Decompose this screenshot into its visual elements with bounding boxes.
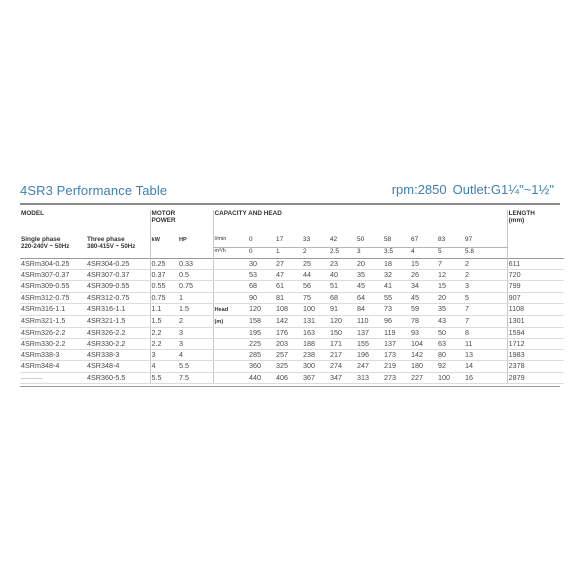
flow-lmin-cell: 33 [302,236,329,248]
head-value: 32 [383,270,410,281]
power-kw: 4 [150,361,178,372]
motor-power-header: MOTOR POWER [150,210,213,236]
header-row-lmin [20,236,564,248]
head-value: 68 [248,281,275,292]
head-value: 50 [437,327,464,338]
head-label-spacer [213,270,248,281]
power-hp: 3 [178,338,213,349]
single-phase-model: ——— [20,372,86,383]
single-phase-model: 4SRm348-4 [20,361,86,372]
flow-lmin-cell: 67 [410,236,437,248]
capacity-head-header: CAPACITY AND HEAD [213,210,507,236]
head-value: 34 [410,281,437,292]
head-value: 203 [275,338,302,349]
head-value: 3 [464,281,507,292]
head-value: 56 [302,281,329,292]
length-value: 1712 [507,338,564,349]
power-hp: 1.5 [178,303,213,315]
flow-m3h-cell: 2.5 [330,248,339,255]
head-value: 61 [275,281,302,292]
flow-m3h-cell: 1 [276,248,280,255]
single-phase-model: 4SRm304-0.25 [20,259,86,270]
head-value: 257 [275,350,302,361]
head-value: 12 [437,270,464,281]
table-row [20,292,564,303]
table-row [20,350,564,361]
head-value: 14 [464,361,507,372]
power-kw: 3 [150,350,178,361]
head-value: 119 [383,327,410,338]
performance-table [20,210,564,384]
table-row [20,315,564,327]
head-label: Head [213,303,248,315]
head-value: 55 [383,292,410,303]
single-phase-model: 4SRm338-3 [20,350,86,361]
outlet-label: Outlet:G1¼"~1½" [452,182,554,197]
head-value: 195 [248,327,275,338]
flow-lmin-cell: 17 [275,236,302,248]
head-value: 367 [302,372,329,383]
m3h-label: m³/h [213,248,248,259]
table-row [20,303,564,315]
head-value: 81 [275,292,302,303]
head-value: 41 [383,281,410,292]
head-value: 11 [464,338,507,349]
flow-m3h-cell: 5 [438,248,442,255]
three-phase-model: 4SR309-0.55 [86,281,150,292]
head-value: 35 [437,303,464,315]
head-value: 7 [464,303,507,315]
head-value: 176 [275,327,302,338]
flow-m3h-cell: 3 [357,248,361,255]
length-header-spacer [507,236,564,259]
lmin-label: l/min [213,236,248,248]
length-value: 1983 [507,350,564,361]
head-value: 44 [302,270,329,281]
head-value: 96 [383,315,410,327]
single-phase-model: 4SRm316-1.1 [20,303,86,315]
head-value: 64 [356,292,383,303]
head-value: 274 [329,361,356,372]
length-value: 799 [507,281,564,292]
head-value: 225 [248,338,275,349]
head-label-spacer [213,372,248,383]
head-value: 188 [302,338,329,349]
head-value: 120 [329,315,356,327]
head-value: 238 [302,350,329,361]
head-value: 227 [410,372,437,383]
head-value: 80 [437,350,464,361]
head-value: 440 [248,372,275,383]
power-kw: 2.2 [150,327,178,338]
head-value: 91 [329,303,356,315]
table-row [20,361,564,372]
head-value: 7 [464,315,507,327]
head-value: 155 [356,338,383,349]
power-hp: 2 [178,315,213,327]
head-value: 43 [437,315,464,327]
length-value: 2879 [507,372,564,383]
head-value: 142 [410,350,437,361]
table-row [20,270,564,281]
three-phase-model: 4SR338-3 [86,350,150,361]
three-phase-model: 4SR348-4 [86,361,150,372]
flow-lmin-cell: 0 [248,236,275,248]
head-value: 92 [437,361,464,372]
power-hp: 0.5 [178,270,213,281]
power-kw: 0.75 [150,292,178,303]
single-phase-header: Single phase 220-240V ~ 50Hz [21,236,70,250]
table-row [20,327,564,338]
three-phase-model: 4SR321-1.5 [86,315,150,327]
head-value: 171 [329,338,356,349]
head-value: 217 [329,350,356,361]
three-phase-model: 4SR330-2.2 [86,338,150,349]
head-value: 26 [410,270,437,281]
head-value: 68 [329,292,356,303]
head-value: 347 [329,372,356,383]
head-value: 40 [329,270,356,281]
power-hp: 0.33 [178,259,213,270]
head-value: 7 [437,259,464,270]
head-value: 273 [383,372,410,383]
single-phase-model: 4SRm312-0.75 [20,292,86,303]
three-phase-header: Three phase 380-415V ~ 50Hz [87,236,136,250]
table-title: 4SR3 Performance Table [20,183,168,198]
head-value: 73 [383,303,410,315]
head-value: 163 [302,327,329,338]
flow-lmin-cell: 58 [383,236,410,248]
head-value: 16 [464,372,507,383]
head-label-spacer [213,338,248,349]
head-label-spacer [213,361,248,372]
length-header: LENGTH (mm) [507,210,564,236]
length-value: 611 [507,259,564,270]
length-value: 907 [507,292,564,303]
head-value: 110 [356,315,383,327]
single-phase-model: 4SRm330-2.2 [20,338,86,349]
head-value: 20 [356,259,383,270]
three-phase-model: 4SR360-5.5 [86,372,150,383]
hp-header: HP [179,237,187,243]
power-hp: 0.75 [178,281,213,292]
head-unit-label: (m) [213,315,248,327]
table-row [20,372,564,383]
head-value: 104 [410,338,437,349]
head-value: 75 [302,292,329,303]
head-value: 285 [248,350,275,361]
flow-m3h-cell: 5.8 [465,248,474,255]
head-value: 23 [329,259,356,270]
length-value: 1108 [507,303,564,315]
power-hp: 5.5 [178,361,213,372]
head-value: 108 [275,303,302,315]
head-value: 15 [410,259,437,270]
head-value: 45 [410,292,437,303]
single-phase-model: 4SRm307-0.37 [20,270,86,281]
header-row-top [20,210,564,236]
power-hp: 7.5 [178,372,213,383]
rpm-outlet-spec [392,182,554,197]
head-value: 47 [275,270,302,281]
bottom-divider [20,386,560,387]
head-value: 2 [464,259,507,270]
head-value: 100 [302,303,329,315]
flow-lmin-cell: 42 [329,236,356,248]
head-label-spacer [213,259,248,270]
head-value: 25 [302,259,329,270]
power-kw: 0.37 [150,270,178,281]
length-value: 720 [507,270,564,281]
power-hp: 3 [178,327,213,338]
head-value: 158 [248,315,275,327]
three-phase-model: 4SR304-0.25 [86,259,150,270]
three-phase-model: 4SR307-0.37 [86,270,150,281]
head-value: 59 [410,303,437,315]
head-label-spacer [213,350,248,361]
head-value: 45 [356,281,383,292]
head-label-spacer [213,281,248,292]
head-value: 5 [464,292,507,303]
table-row [20,338,564,349]
head-value: 360 [248,361,275,372]
head-value: 247 [356,361,383,372]
head-value: 2 [464,270,507,281]
three-phase-model: 4SR316-1.1 [86,303,150,315]
head-label-spacer [213,292,248,303]
head-value: 300 [302,361,329,372]
top-divider [20,203,560,205]
flow-m3h-cell: 3.5 [384,248,393,255]
head-value: 173 [383,350,410,361]
model-header: MODEL [21,210,45,217]
head-value: 406 [275,372,302,383]
table-row [20,281,564,292]
head-value: 313 [356,372,383,383]
head-value: 90 [248,292,275,303]
rpm-label: rpm:2850 [391,182,447,197]
flow-m3h-cell: 0 [249,248,253,255]
power-kw: 0.25 [150,259,178,270]
head-value: 18 [383,259,410,270]
length-value: 1594 [507,327,564,338]
head-value: 180 [410,361,437,372]
head-value: 137 [383,338,410,349]
head-value: 131 [302,315,329,327]
head-value: 150 [329,327,356,338]
head-value: 78 [410,315,437,327]
length-value: 2378 [507,361,564,372]
head-value: 325 [275,361,302,372]
head-value: 196 [356,350,383,361]
flow-lmin-cell: 50 [356,236,383,248]
flow-lmin-cell: 97 [464,236,507,248]
head-value: 142 [275,315,302,327]
head-value: 93 [410,327,437,338]
three-phase-model: 4SR312-0.75 [86,292,150,303]
head-value: 15 [437,281,464,292]
head-value: 100 [437,372,464,383]
single-phase-model: 4SRm321-1.5 [20,315,86,327]
head-value: 137 [356,327,383,338]
power-kw: 5.5 [150,372,178,383]
flow-m3h-cell: 4 [411,248,415,255]
single-phase-model: 4SRm309-0.55 [20,281,86,292]
power-kw: 1.1 [150,303,178,315]
head-value: 35 [356,270,383,281]
kw-header: kW [150,236,178,259]
flow-lmin-cell: 83 [437,236,464,248]
head-value: 63 [437,338,464,349]
head-value: 30 [248,259,275,270]
flow-m3h-cell: 2 [303,248,307,255]
head-value: 219 [383,361,410,372]
head-value: 20 [437,292,464,303]
head-value: 120 [248,303,275,315]
length-value: 1301 [507,315,564,327]
head-label-spacer [213,327,248,338]
head-value: 8 [464,327,507,338]
head-value: 27 [275,259,302,270]
head-value: 51 [329,281,356,292]
head-value: 13 [464,350,507,361]
power-hp: 1 [178,292,213,303]
head-value: 53 [248,270,275,281]
three-phase-model: 4SR326-2.2 [86,327,150,338]
table-row [20,259,564,270]
power-kw: 0.55 [150,281,178,292]
single-phase-model: 4SRm326-2.2 [20,327,86,338]
power-hp: 4 [178,350,213,361]
head-value: 84 [356,303,383,315]
power-kw: 1.5 [150,315,178,327]
power-kw: 2.2 [150,338,178,349]
